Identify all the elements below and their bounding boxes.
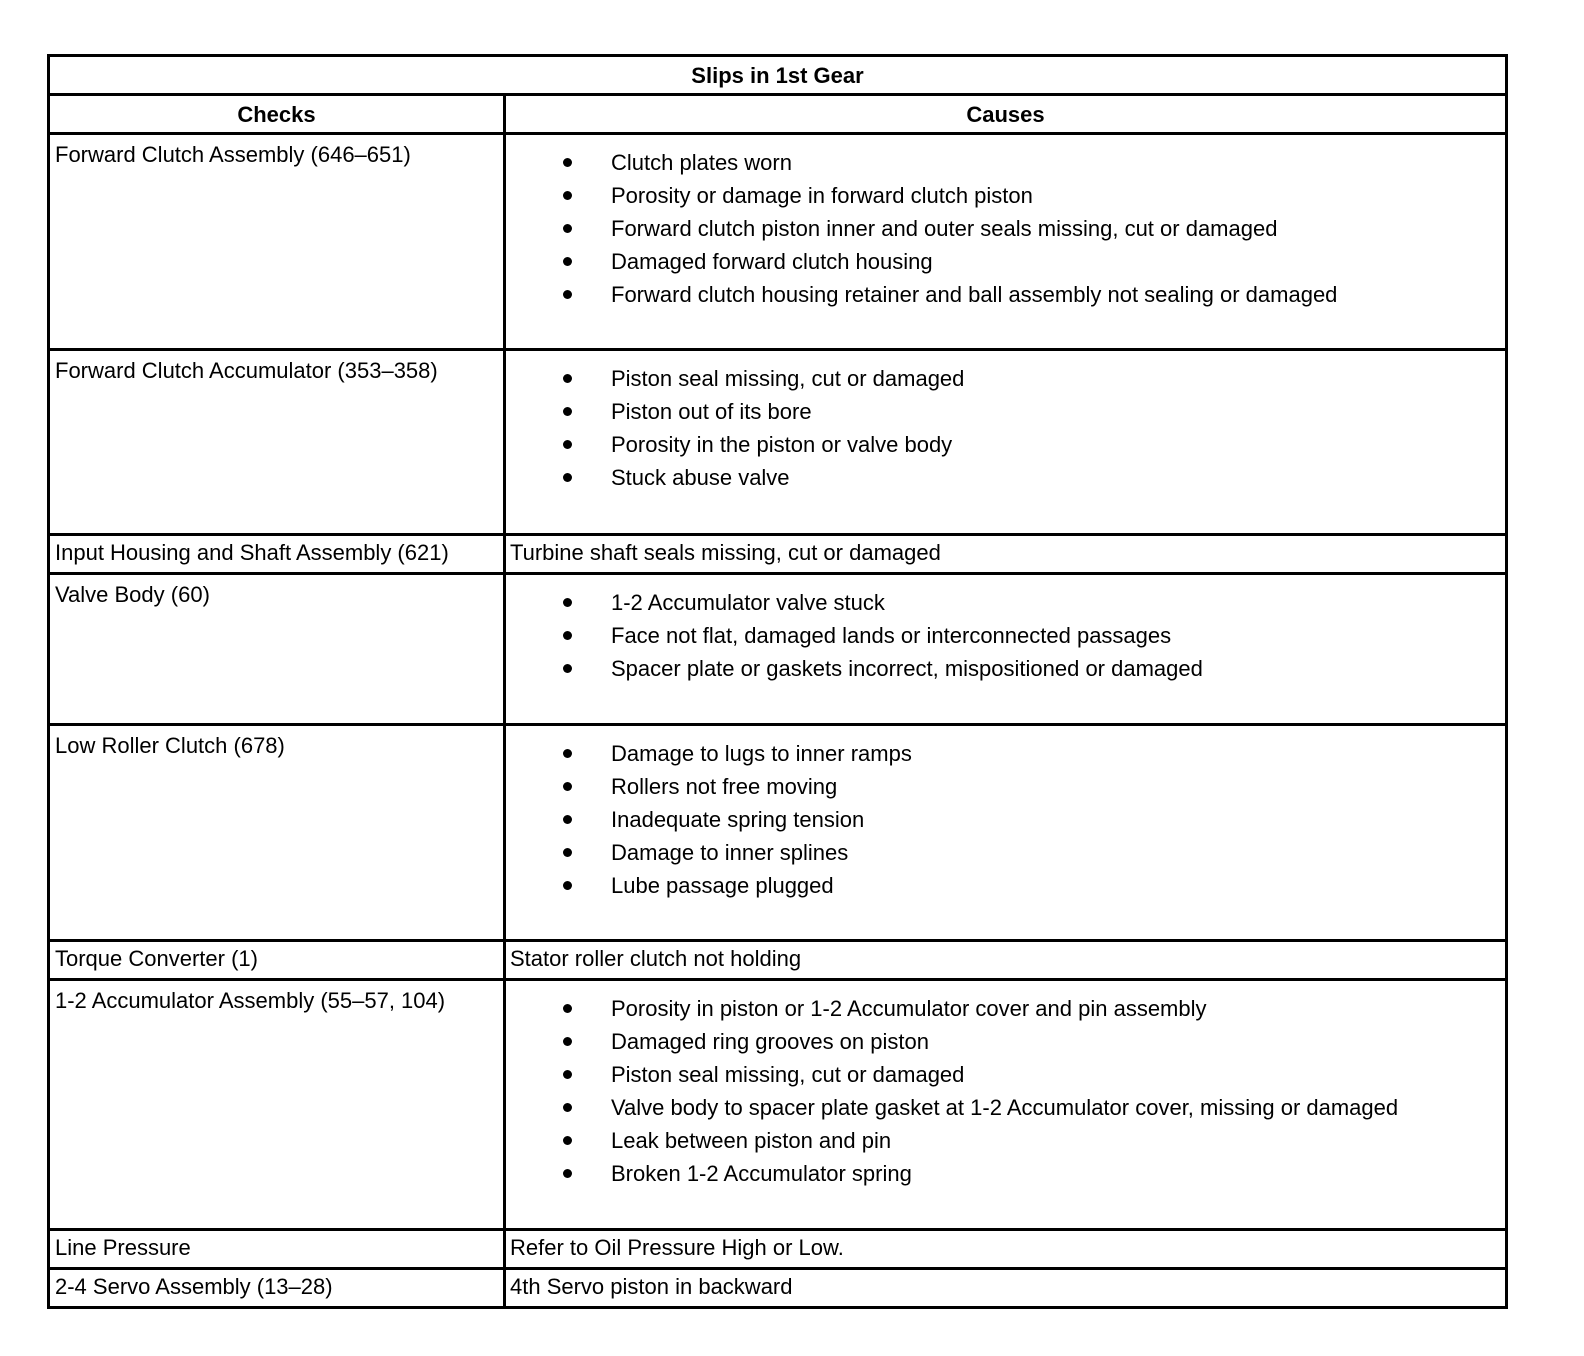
table-row — [49, 134, 1507, 350]
cause-single-cell: Turbine shaft seals missing, cut or damaged — [505, 535, 1507, 574]
cause-text: Forward clutch piston inner and outer seals missing, cut or damaged — [611, 216, 1278, 241]
causes-cell — [505, 725, 1507, 941]
bullet-icon — [563, 1037, 572, 1046]
table-title-row — [49, 56, 1507, 95]
bullet-icon — [563, 598, 572, 607]
causes-header: Causes — [505, 95, 1507, 134]
cause-text: Piston out of its bore — [611, 399, 812, 424]
bullet-icon — [563, 257, 572, 266]
bullet-icon — [563, 191, 572, 200]
list-item — [510, 278, 1505, 311]
table-row — [49, 980, 1507, 1230]
table-title: Slips in 1st Gear — [49, 56, 1507, 95]
check-cell: 1-2 Accumulator Assembly (55–57, 104) — [49, 980, 505, 1230]
check-cell: Forward Clutch Accumulator (353–358) — [49, 350, 505, 535]
list-item — [510, 770, 1505, 803]
list-item — [510, 737, 1505, 770]
check-cell: 2-4 Servo Assembly (13–28) — [49, 1269, 505, 1308]
list-item — [510, 395, 1505, 428]
table-row — [49, 941, 1507, 980]
cause-text: Face not flat, damaged lands or interconnected passages — [611, 623, 1172, 648]
bullet-icon — [563, 440, 572, 449]
bullet-icon — [563, 631, 572, 640]
cause-text: Valve body to spacer plate gasket at 1-2 Accumulator cover, missing or damaged — [611, 1095, 1399, 1120]
causes-cell — [505, 350, 1507, 535]
table-row — [49, 1230, 1507, 1269]
cause-text: Spacer plate or gaskets incorrect, mispositioned or damaged — [611, 656, 1203, 681]
table-header-row — [49, 95, 1507, 134]
cause-text: 1-2 Accumulator valve stuck — [611, 590, 885, 615]
causes-list — [510, 146, 1505, 311]
causes-cell — [505, 134, 1507, 350]
list-item — [510, 1058, 1505, 1091]
causes-list — [510, 992, 1505, 1190]
list-item — [510, 1157, 1505, 1190]
bullet-icon — [563, 749, 572, 758]
check-cell: Input Housing and Shaft Assembly (621) — [49, 535, 505, 574]
list-item — [510, 619, 1505, 652]
list-item — [510, 362, 1505, 395]
bullet-icon — [563, 290, 572, 299]
bullet-icon — [563, 158, 572, 167]
causes-cell — [505, 574, 1507, 725]
list-item — [510, 212, 1505, 245]
list-item — [510, 652, 1505, 685]
cause-single-cell: Refer to Oil Pressure High or Low. — [505, 1230, 1507, 1269]
list-item — [510, 245, 1505, 278]
bullet-icon — [563, 407, 572, 416]
causes-list — [510, 586, 1505, 685]
list-item — [510, 803, 1505, 836]
bullet-icon — [563, 782, 572, 791]
cause-text: Porosity in piston or 1-2 Accumulator cover and pin assembly — [611, 996, 1207, 1021]
table-row — [49, 1269, 1507, 1308]
bullet-icon — [563, 1070, 572, 1079]
list-item — [510, 1091, 1505, 1124]
causes-list — [510, 737, 1505, 902]
cause-single-cell: 4th Servo piston in backward — [505, 1269, 1507, 1308]
check-cell: Low Roller Clutch (678) — [49, 725, 505, 941]
table-row — [49, 350, 1507, 535]
table-row — [49, 574, 1507, 725]
check-cell: Forward Clutch Assembly (646–651) — [49, 134, 505, 350]
causes-list — [510, 362, 1505, 494]
table-row — [49, 535, 1507, 574]
cause-text: Damage to lugs to inner ramps — [611, 741, 912, 766]
cause-text: Leak between piston and pin — [611, 1128, 892, 1153]
bullet-icon — [563, 224, 572, 233]
list-item — [510, 992, 1505, 1025]
bullet-icon — [563, 815, 572, 824]
list-item — [510, 869, 1505, 902]
cause-single-cell: Stator roller clutch not holding — [505, 941, 1507, 980]
list-item — [510, 146, 1505, 179]
cause-text: Broken 1-2 Accumulator spring — [611, 1161, 912, 1186]
cause-text: Rollers not free moving — [611, 774, 838, 799]
cause-text: Clutch plates worn — [611, 150, 792, 175]
checks-header: Checks — [49, 95, 505, 134]
list-item — [510, 1124, 1505, 1157]
causes-cell — [505, 980, 1507, 1230]
check-cell: Line Pressure — [49, 1230, 505, 1269]
list-item — [510, 461, 1505, 494]
bullet-icon — [563, 848, 572, 857]
cause-text: Damaged ring grooves on piston — [611, 1029, 929, 1054]
bullet-icon — [563, 374, 572, 383]
cause-text: Damage to inner splines — [611, 840, 849, 865]
cause-text: Stuck abuse valve — [611, 465, 790, 490]
cause-text: Piston seal missing, cut or damaged — [611, 1062, 965, 1087]
diagnosis-table — [47, 54, 1508, 1309]
list-item — [510, 428, 1505, 461]
bullet-icon — [563, 1103, 572, 1112]
cause-text: Damaged forward clutch housing — [611, 249, 933, 274]
check-cell: Valve Body (60) — [49, 574, 505, 725]
list-item — [510, 586, 1505, 619]
bullet-icon — [563, 1004, 572, 1013]
bullet-icon — [563, 1169, 572, 1178]
cause-text: Lube passage plugged — [611, 873, 834, 898]
cause-text: Inadequate spring tension — [611, 807, 865, 832]
list-item — [510, 836, 1505, 869]
cause-text: Porosity in the piston or valve body — [611, 432, 953, 457]
bullet-icon — [563, 664, 572, 673]
bullet-icon — [563, 473, 572, 482]
list-item — [510, 1025, 1505, 1058]
cause-text: Porosity or damage in forward clutch piston — [611, 183, 1033, 208]
bullet-icon — [563, 1136, 572, 1145]
check-cell: Torque Converter (1) — [49, 941, 505, 980]
bullet-icon — [563, 881, 572, 890]
list-item — [510, 179, 1505, 212]
table-row — [49, 725, 1507, 941]
cause-text: Piston seal missing, cut or damaged — [611, 366, 965, 391]
cause-text: Forward clutch housing retainer and ball assembly not sealing or damaged — [611, 282, 1338, 307]
